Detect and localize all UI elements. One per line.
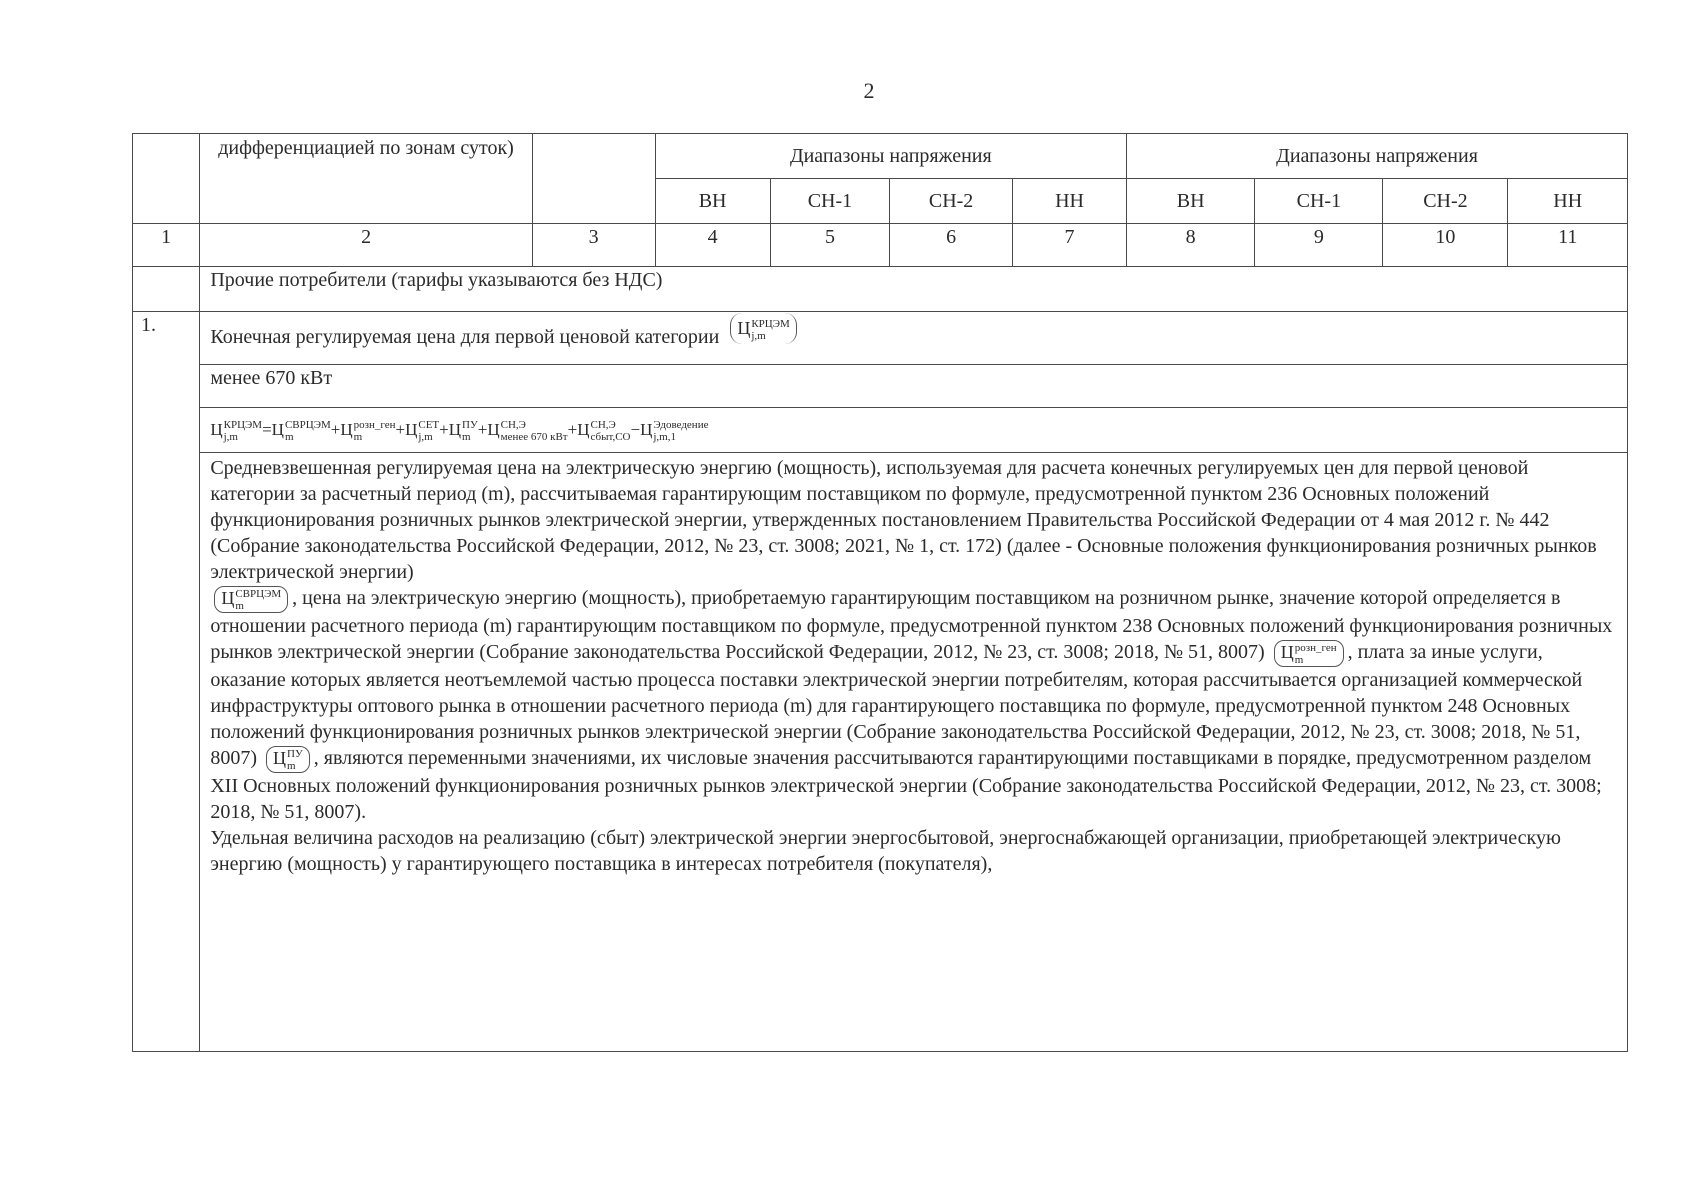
column-number: 2 [200, 224, 532, 267]
voltage-level-cell: ВН [655, 179, 770, 224]
voltage-group-1-label: Диапазоны напряжения [655, 134, 1127, 179]
item-number: 1. [133, 312, 200, 1052]
column-number: 6 [890, 224, 1013, 267]
voltage-level-cell: НН [1012, 179, 1126, 224]
price-formula: Ц КРЦЭМ j,m =Ц СВРЦЭМ m +Ц розн_ген m +Ц СЕТ j,m +Ц ПУ m +Ц СН,Э менее 670 кВт +Ц СН,Э сбыт,СО −Ц Эдоведение j,m,1 [200, 408, 1628, 453]
voltage-group-2-label: Диапазоны напряжения [1127, 134, 1628, 179]
column-number: 10 [1383, 224, 1508, 267]
voltage-level-cell: ВН [1127, 179, 1255, 224]
column-number: 3 [532, 224, 655, 267]
section-title: Прочие потребители (тарифы указываются без НДС) [200, 267, 1628, 312]
voltage-level-cell: СН-2 [1383, 179, 1508, 224]
price-symbol: Ц КРЦЭМ j,m [730, 313, 796, 344]
header-col1-cell [133, 134, 200, 224]
price-symbol: Ц ПУ m [266, 746, 310, 773]
header-col2-label: дифференциацией по зонам суток) [200, 134, 532, 224]
column-number: 11 [1508, 224, 1628, 267]
column-number: 5 [770, 224, 890, 267]
voltage-level-cell: СН-1 [770, 179, 890, 224]
description-text: , цена на электрическую энергию (мощность), приобретаемую гарантирующим поставщиком на розничном рынке, значение которой определяется в отношении расчетного периода (m) гарантирующим поставщиком по формуле, предусмотренной пунктом 238 Основных положений функционирования розничных рынков электрической энергии (Собрание законодательства Российской Федерации, 2012, № 23, ст. 3008; 2018, № 51, 8007) [210, 587, 1613, 663]
column-number: 9 [1255, 224, 1383, 267]
tariff-table [132, 133, 1628, 1052]
voltage-level-cell: СН-2 [890, 179, 1013, 224]
section-num-cell [133, 267, 200, 312]
column-number: 8 [1127, 224, 1255, 267]
item-title-cell [200, 312, 1628, 365]
description-text: , плата за иные услуги, оказание которых является неотъемлемой частью процесса поставки электрической энергии потребителям, которая рассчитывается организацией коммерческой инфраструктуры оптового рынка в отношении расчетного периода (m) для гарантирующего поставщика по формуле, предусмотренной пунктом 248 Основных положений функционирования розничных рынков электрической энергии (Собрание законодательства Российской Федерации, 2012, № 23, ст. 3008; 2018, № 51, 8007) [210, 640, 1583, 769]
column-number: 1 [133, 224, 200, 267]
capacity-label: менее 670 кВт [200, 365, 1628, 408]
column-number: 4 [655, 224, 770, 267]
column-number: 7 [1012, 224, 1126, 267]
description-cell [200, 453, 1628, 1052]
voltage-level-cell: НН [1508, 179, 1628, 224]
price-symbol: Ц СВРЦЭМ m [214, 586, 288, 613]
description-text: Средневзвешенная регулируемая цена на электрическую энергию (мощность), используемая для расчета конечных регулируемых цен для первой ценовой категории за расчетный период (m), рассчитываемая гарантирующим поставщиком по формуле, предусмотренной пунктом 236 Основных положений функционирования розничных рынков электрической энергии, утвержденных постановлением Правительства Российской Федерации от 4 мая 2012 г. № 442 (Собрание законодательства Российской Федерации, 2012, № 23, ст. 3008; 2021, № 1, ст. 172) (далее - Основные положения функционирования розничных рынков электрической энергии) [210, 457, 1597, 583]
description-text: Удельная величина расходов на реализацию (сбыт) электрической энергии энергосбытовой, энергоснабжающей организации, приобретающей электрическую энергию (мощность) у гарантирующего поставщика в интересах потребителя (покупателя), [210, 826, 1561, 875]
price-symbol: Ц розн_ген m [1274, 640, 1344, 667]
description-text: , являются переменными значениями, их числовые значения рассчитываются гарантирующими поставщиками в порядке, предусмотренном разделом XII Основных положений функционирования розничных рынков электрической энергии (Собрание законодательства Российской Федерации, 2012, № 23, ст. 3008; 2018, № 51, 8007). [210, 746, 1602, 823]
item-title: Конечная регулируемая цена для первой ценовой категории [210, 326, 720, 348]
header-col3-cell [532, 134, 655, 224]
page-number: 2 [863, 78, 875, 103]
voltage-level-cell: СН-1 [1255, 179, 1383, 224]
